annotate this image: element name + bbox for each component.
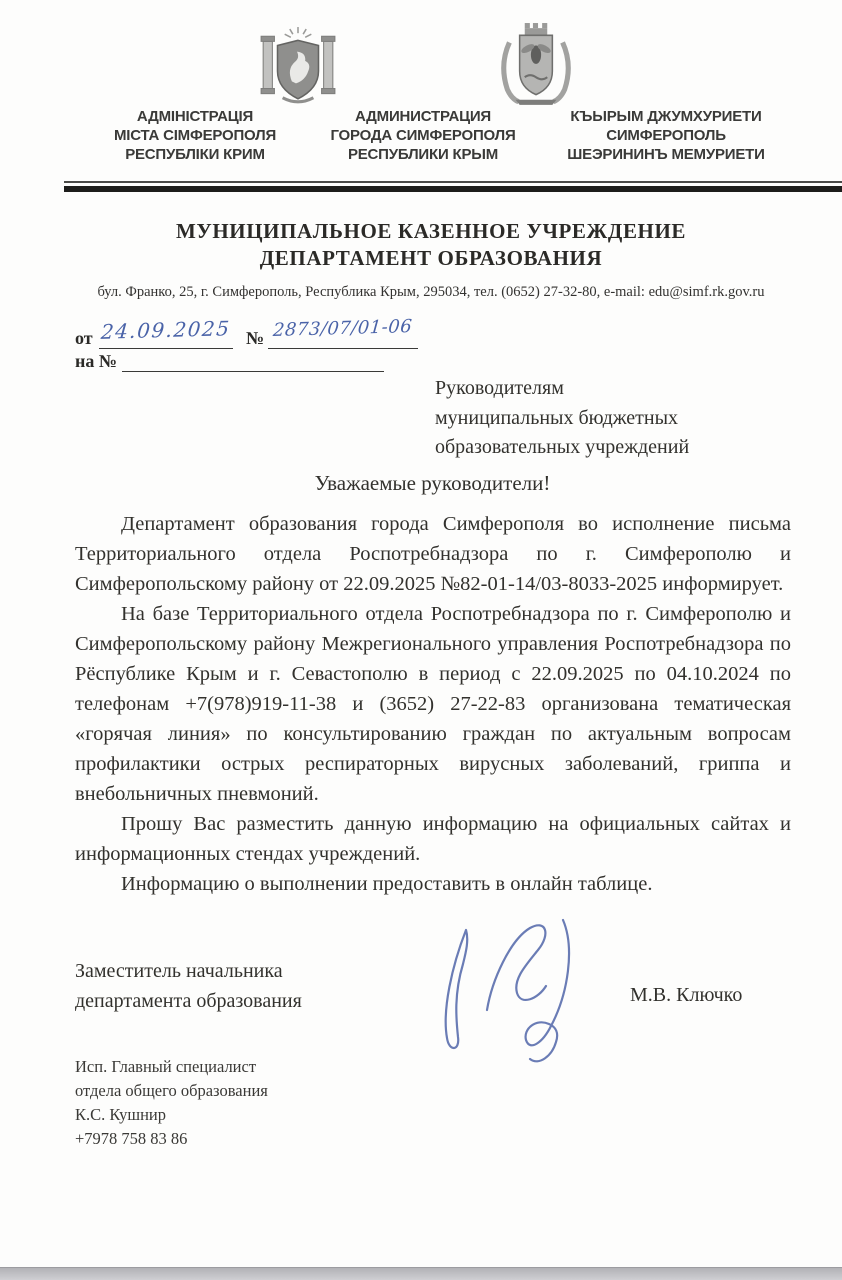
letterhead-line: ГОРОДА СИМФЕРОПОЛЯ — [330, 127, 516, 144]
signer-position-line: Заместитель начальника — [75, 960, 283, 982]
executor-line: К.С. Кушнир — [75, 1105, 167, 1124]
org-title-line2: ДЕПАРТАМЕНТ ОБРАЗОВАНИЯ — [259, 246, 603, 270]
letterhead-line: МІСТА СІМФЕРОПОЛЯ — [113, 127, 277, 144]
ref-number-handwritten: 2873/07/01-06 — [272, 316, 414, 341]
letterhead-russian — [310, 107, 536, 164]
recipient-block — [435, 374, 689, 463]
ref-from-label: от — [75, 328, 93, 348]
letterhead-crimean-tatar — [540, 107, 792, 164]
window-bottom-bar — [0, 1267, 842, 1280]
salutation: Уважаемые руководители! — [314, 471, 551, 495]
signer-position-line: департамента образования — [75, 990, 302, 1012]
executor-line: Исп. Главный специалист — [75, 1057, 257, 1076]
body-paragraph: Прошу Вас разместить данную информацию на официальных сайтах и информационных стендах учреждений. — [75, 813, 791, 865]
separator-rule-thin — [64, 181, 842, 183]
recipient-line: муниципальных бюджетных — [435, 406, 679, 429]
executor-line: +7978 758 83 86 — [75, 1129, 188, 1148]
letterhead-ukrainian — [88, 107, 302, 164]
recipient-line: Руководителям — [435, 377, 564, 399]
crimea-emblem-icon — [257, 26, 339, 108]
ref-number-label: № — [246, 328, 265, 348]
body-paragraph: Департамент образования города Симферополя во исполнение письма Территориального отдела Роспотребнадзора по г. Симферополю и Симферопольскому району от 22.09.2025 №82-01-14/03-8033-2025 информирует. — [75, 513, 791, 595]
executor-block — [75, 1055, 268, 1151]
org-title-line1: МУНИЦИПАЛЬНОЕ КАЗЕННОЕ УЧРЕЖДЕНИЕ — [175, 219, 687, 243]
letterhead-line: АДМІНІСТРАЦІЯ — [136, 108, 254, 125]
signature-icon — [432, 898, 602, 1075]
letterhead-line: РЕСПУБЛИКИ КРЫМ — [347, 146, 499, 163]
letterhead-line: РЕСПУБЛІКИ КРИМ — [125, 146, 265, 163]
letterhead-line: ШЕЭРИНИНЪ МЕМУРИЕТИ — [567, 146, 765, 163]
body-paragraph: На базе Территориального отдела Роспотребнадзора по г. Симферополю и Симферопольскому району Межрегионального управления Роспотребнадзора по Рёспублике Крым и г. Севастополю в период с 22.09.2025 по 04.10.2024 по телефонам +7(978)919-11-38 и (3652) 27-22-83 организована тематическая «горячая линия» по консультированию граждан по актуальным вопросам профилактики острых респираторных вирусных заболеваний, гриппа и внебольничных пневмоний. — [75, 603, 791, 805]
ref-reply-line — [122, 342, 384, 372]
letterhead-line: АДМИНИСТРАЦИЯ — [354, 108, 492, 125]
simferopol-emblem-icon — [497, 22, 575, 112]
letter-body — [75, 509, 791, 899]
org-address: бул. Франко, 25, г. Симферополь, Республика Крым, 295034, тел. (0652) 27-32-80, e-mail: edu@simf.rk.gov.ru — [97, 284, 765, 300]
letterhead-line: СИМФЕРОПОЛЬ — [606, 127, 726, 144]
ref-reply-label: на № — [75, 351, 117, 371]
signer-position — [75, 956, 302, 1016]
body-paragraph: Информацию о выполнении предоставить в онлайн таблице. — [121, 873, 653, 895]
recipient-line: образовательных учреждений — [435, 436, 690, 458]
signer-name: М.В. Ключко — [630, 984, 743, 1006]
ref-date-handwritten: 24.09.2025 — [100, 316, 232, 344]
executor-line: отдела общего образования — [75, 1081, 268, 1100]
org-title — [80, 218, 782, 272]
letterhead-line: КЪЫРЫМ ДЖУМХУРИЕТИ — [570, 108, 762, 125]
separator-rule-thick — [64, 186, 842, 192]
